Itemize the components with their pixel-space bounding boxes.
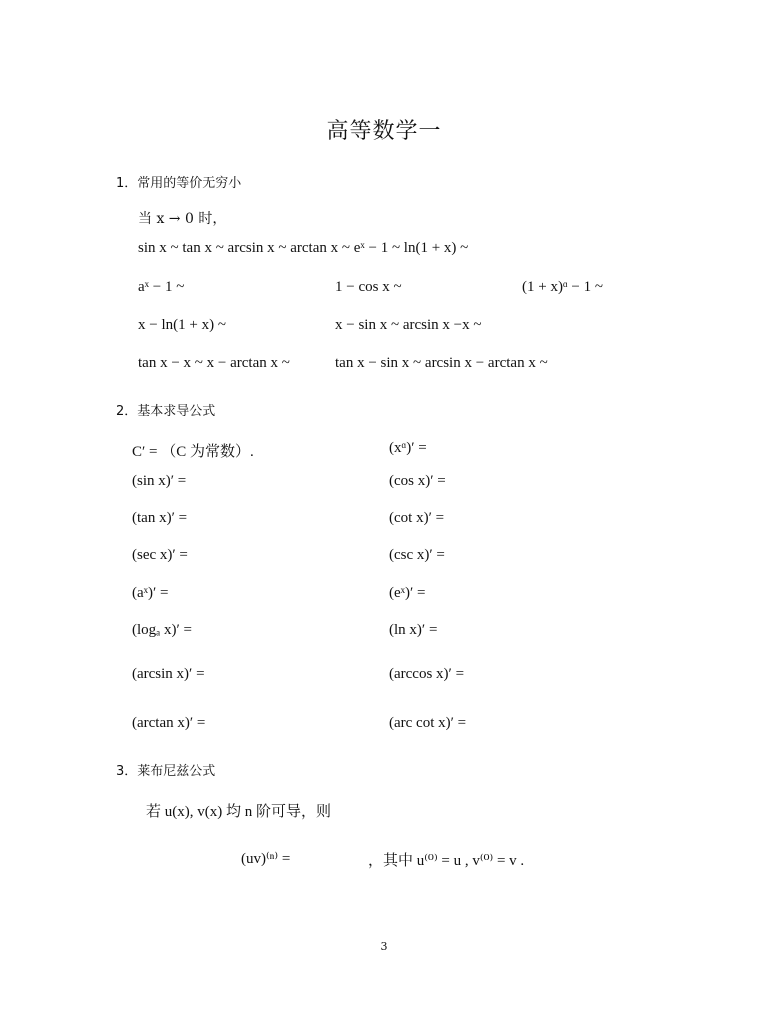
equivalence-item: x − sin x ~ arcsin x −x ~ <box>335 317 482 333</box>
derivative-formula: (arc cot x)′ = <box>389 715 467 731</box>
section-heading-leibniz-formula: 3．莱布尼兹公式 <box>116 764 216 779</box>
equivalence-item: aˣ − 1 ~ <box>138 279 185 295</box>
derivative-formula: (sin x)′ = <box>132 473 187 489</box>
derivative-formula: (aˣ)′ = <box>132 585 169 601</box>
derivative-formula: (arcsin x)′ = <box>132 666 205 682</box>
page-number: 3 <box>380 940 388 953</box>
derivative-formula: (cot x)′ = <box>389 510 445 526</box>
derivative-formula: (logₐ x)′ = <box>132 622 192 638</box>
equivalence-item: tan x − sin x ~ arcsin x − arctan x ~ <box>335 355 548 371</box>
equivalence-item: (1 + x)ᵅ − 1 ~ <box>522 279 603 295</box>
derivative-formula: (cos x)′ = <box>389 473 446 489</box>
equivalence-item: 1 − cos x ~ <box>335 279 402 295</box>
leibniz-intro: 若 u(x), v(x) 均 n 阶可导，则 <box>146 804 331 820</box>
derivative-formula: (ln x)′ = <box>389 622 438 638</box>
derivative-formula: (arccos x)′ = <box>389 666 465 682</box>
equivalence-chain: sin x ~ tan x ~ arcsin x ~ arctan x ~ eˣ − 1 ~ ln(1 + x) ~ <box>138 240 469 256</box>
derivative-formula: (sec x)′ = <box>132 547 188 563</box>
equivalence-item: x − ln(1 + x) ~ <box>138 317 226 333</box>
section-heading-derivative-formulas: 2．基本求导公式 <box>116 404 216 419</box>
derivative-formula: (csc x)′ = <box>389 547 445 563</box>
equivalence-item: tan x − x ~ x − arctan x ~ <box>138 355 290 371</box>
section1-intro: 当 x → 0 时， <box>138 211 227 227</box>
derivative-formula: C′ = （C 为常数）. <box>132 444 254 460</box>
derivative-formula: (arctan x)′ = <box>132 715 206 731</box>
derivative-formula: (eˣ)′ = <box>389 585 426 601</box>
section-heading-equivalent-infinitesimals: 1．常用的等价无穷小 <box>116 176 242 191</box>
page-title: 高等数学一 <box>326 119 442 144</box>
derivative-formula: (tan x)′ = <box>132 510 188 526</box>
leibniz-formula-note: ，其中 u⁽⁰⁾ = u , v⁽⁰⁾ = v . <box>368 853 525 869</box>
derivative-formula: (xᵅ)′ = <box>389 440 427 456</box>
leibniz-formula-left: (uv)⁽ⁿ⁾ = <box>241 851 291 867</box>
